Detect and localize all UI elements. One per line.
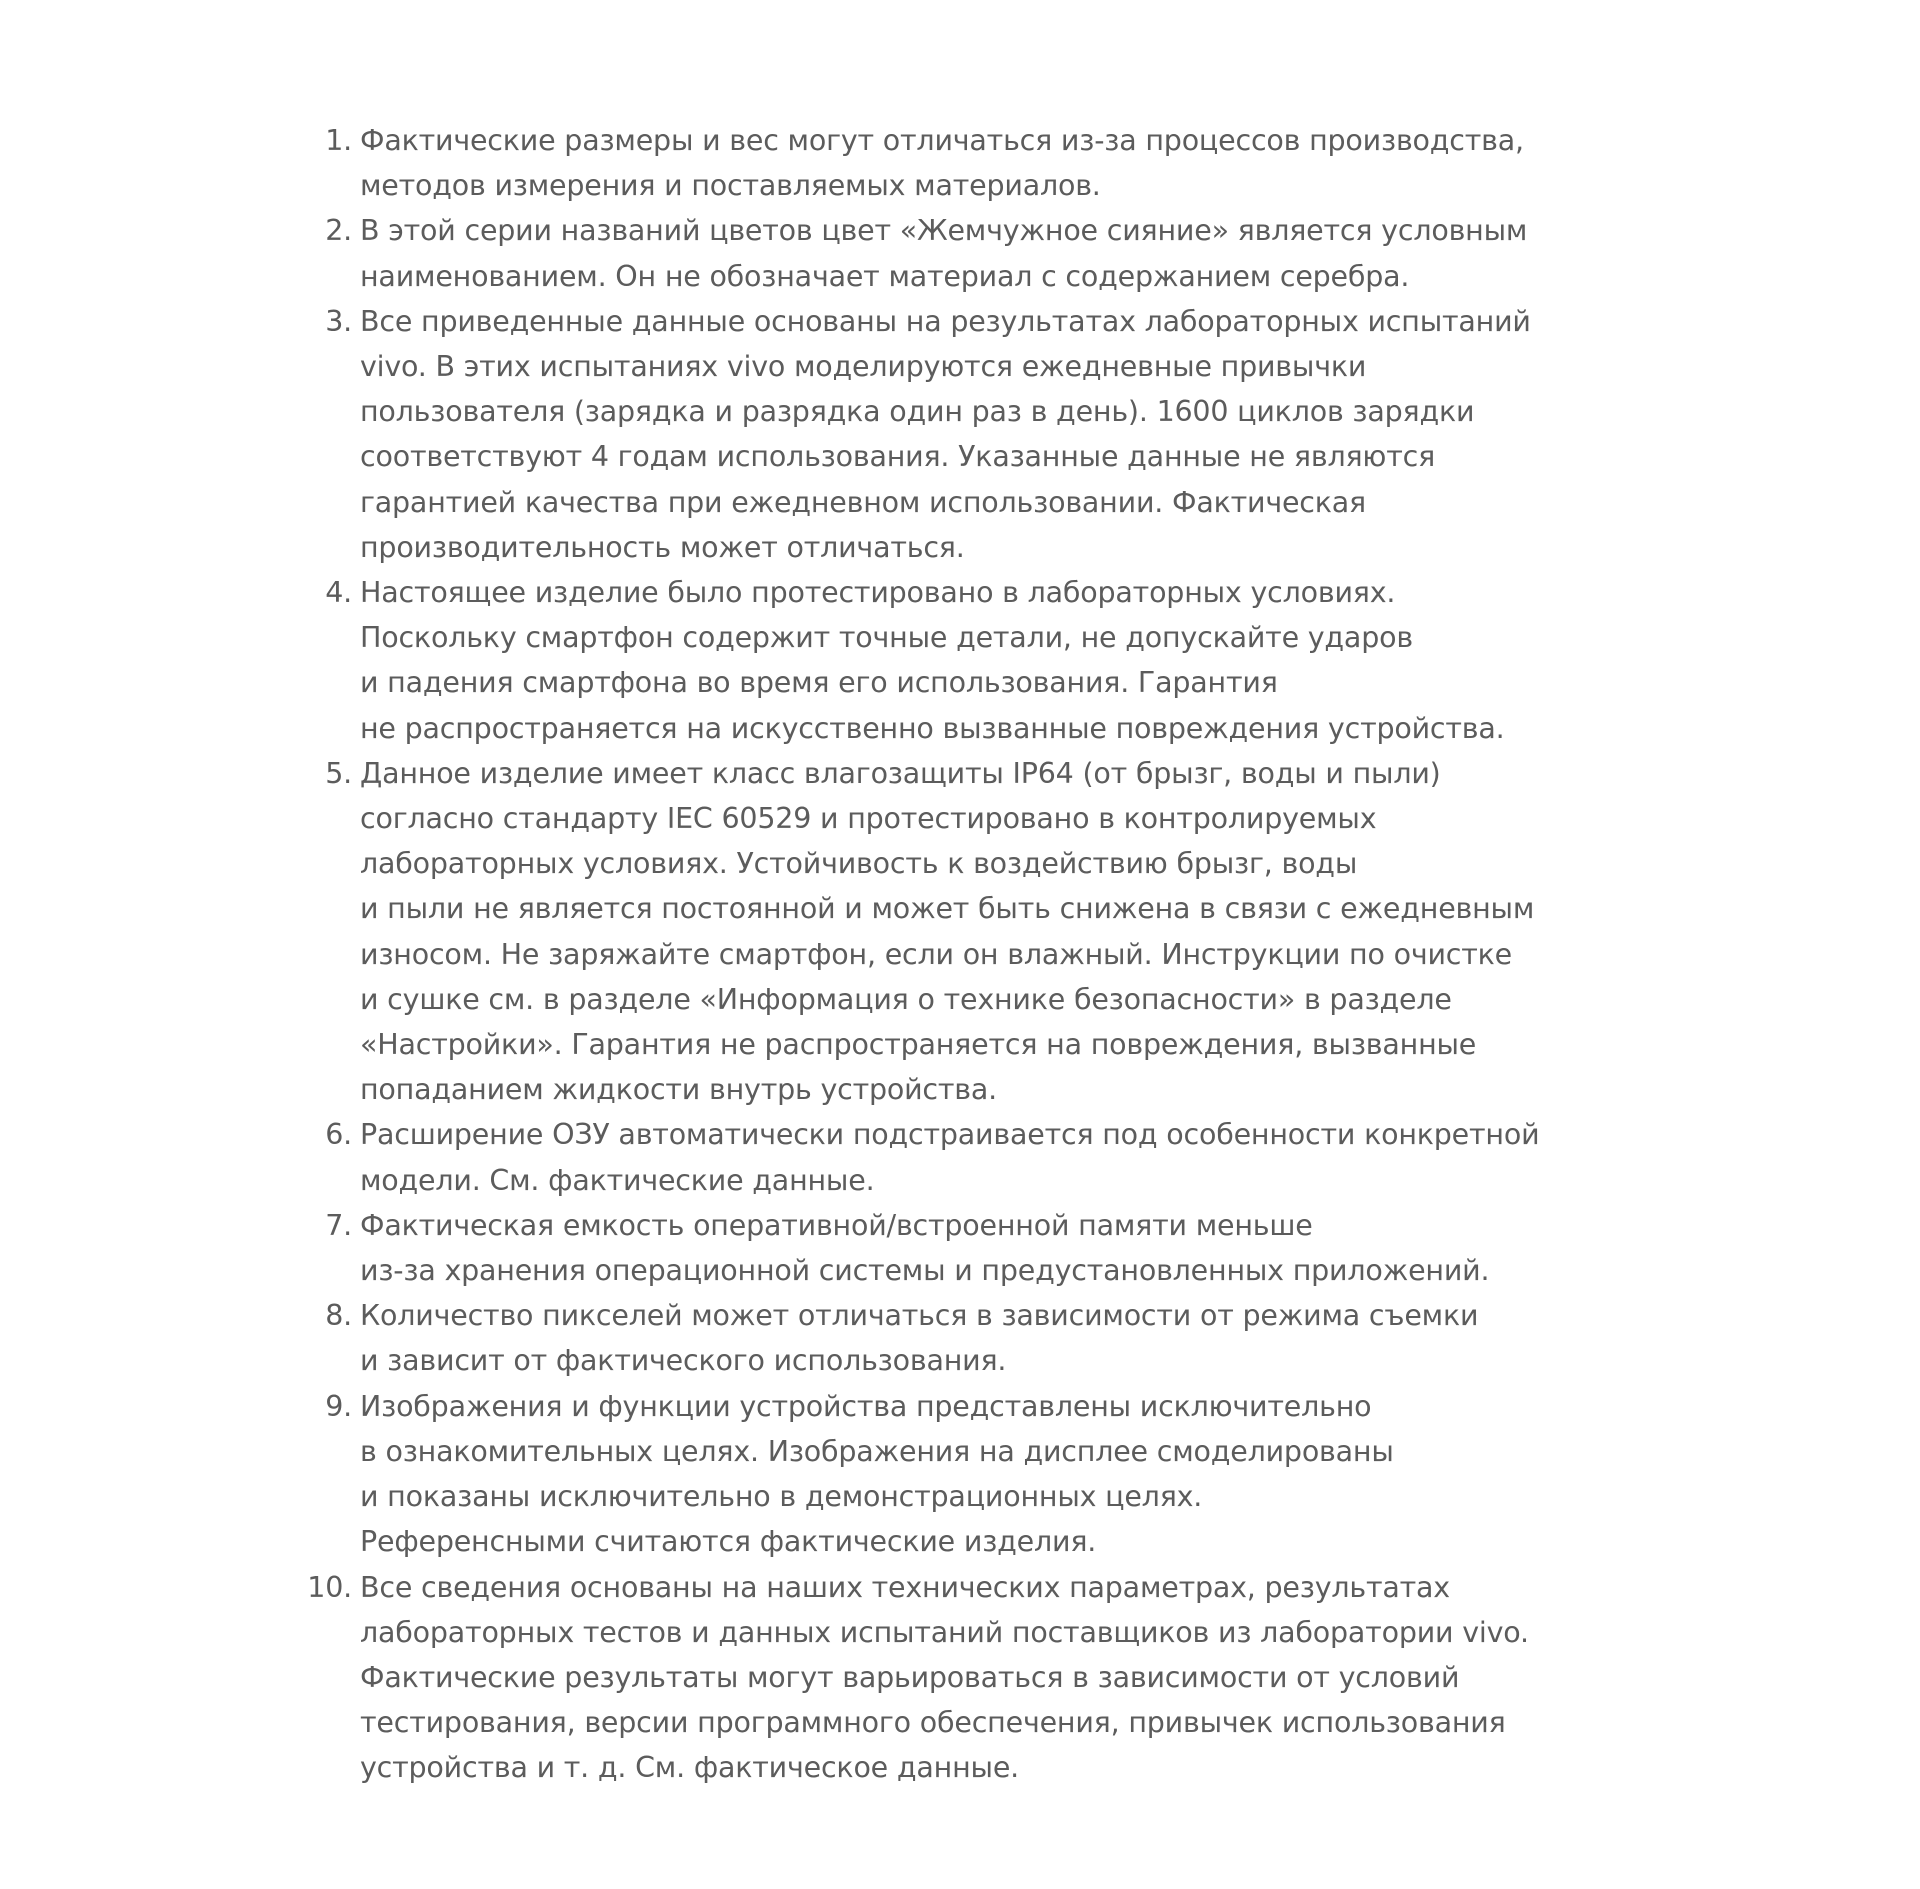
note-line: тестирования, версии программного обеспечения, привычек использования: [360, 1706, 1506, 1740]
note-line: не распространяется на искусственно вызванные повреждения устройства.: [360, 711, 1505, 745]
note-item-1: [302, 118, 1642, 208]
note-item-7: [302, 1203, 1642, 1293]
note-line: гарантией качества при ежедневном использовании. Фактическая: [360, 485, 1366, 519]
note-item-5: [302, 751, 1642, 1113]
note-line: Фактические размеры и вес могут отличаться из-за процессов производства,: [360, 124, 1524, 157]
note-line: соответствуют 4 годам использования. Указанные данные не являются: [360, 440, 1436, 474]
note-line: Данное изделие имеет класс влагозащиты IP64 (от брызг, воды и пыли): [360, 756, 1441, 790]
note-line: Фактическая емкость оперативной/встроенной памяти меньше: [360, 1208, 1313, 1242]
note-number: 10.: [307, 1570, 352, 1604]
note-line: и показаны исключительно в демонстрационных целях.: [360, 1480, 1203, 1514]
note-number: 5.: [325, 756, 352, 790]
note-line: и зависит от фактического использования.: [360, 1344, 1007, 1378]
note-line: методов измерения и поставляемых материалов.: [360, 169, 1101, 203]
note-number: 3.: [325, 304, 352, 338]
note-number: 9.: [325, 1389, 352, 1423]
note-line: Настоящее изделие было протестировано в лабораторных условиях.: [360, 576, 1396, 610]
note-line: Все приведенные данные основаны на результатах лабораторных испытаний: [360, 304, 1531, 338]
note-line: попаданием жидкости внутрь устройства.: [360, 1073, 998, 1107]
note-line: согласно стандарту IEC 60529 и протестировано в контролируемых: [360, 802, 1377, 836]
note-number: 4.: [325, 576, 352, 610]
note-number: 2.: [325, 214, 352, 248]
note-line: В этой серии названий цветов цвет «Жемчужное сияние» является условным: [360, 214, 1528, 248]
note-line: Все сведения основаны на наших технических параметрах, результатах: [360, 1570, 1450, 1604]
note-item-6: [302, 1112, 1642, 1202]
note-line: Количество пикселей может отличаться в зависимости от режима съемки: [360, 1299, 1479, 1333]
note-number: 6.: [325, 1118, 352, 1152]
note-line: в ознакомительных целях. Изображения на дисплее смоделированы: [360, 1434, 1394, 1468]
note-line: Референсными считаются фактические изделия.: [360, 1525, 1097, 1559]
note-number: 1.: [325, 124, 352, 157]
note-line: и падения смартфона во время его использования. Гарантия: [360, 666, 1278, 700]
note-item-10: [302, 1565, 1642, 1791]
note-line: и пыли не является постоянной и может быть снижена в связи с ежедневным: [360, 892, 1535, 926]
note-line: «Настройки». Гарантия не распространяется на повреждения, вызванные: [360, 1028, 1477, 1062]
note-line: Изображения и функции устройства представлены исключительно: [360, 1389, 1372, 1423]
note-line: лабораторных тестов и данных испытаний поставщиков из лаборатории vivo.: [360, 1615, 1529, 1649]
note-line: пользователя (зарядка и разрядка один раз в день). 1600 циклов зарядки: [360, 395, 1475, 429]
note-item-3: [302, 299, 1642, 570]
disclaimer-notes-list: [302, 118, 1642, 1791]
note-item-2: [302, 208, 1642, 298]
note-line: Поскольку смартфон содержит точные детали, не допускайте ударов: [360, 621, 1413, 655]
note-line: устройства и т. д. См. фактическое данные.: [360, 1751, 1020, 1785]
note-line: износом. Не заряжайте смартфон, если он влажный. Инструкции по очистке: [360, 937, 1512, 971]
note-line: производительность может отличаться.: [360, 530, 965, 564]
note-item-4: [302, 570, 1642, 751]
note-line: лабораторных условиях. Устойчивость к воздействию брызг, воды: [360, 847, 1358, 881]
note-item-9: [302, 1384, 1642, 1565]
note-line: vivo. В этих испытаниях vivo моделируются ежедневные привычки: [360, 350, 1367, 384]
note-line: Расширение ОЗУ автоматически подстраивается под особенности конкретной: [360, 1118, 1540, 1152]
note-line: модели. См. фактические данные.: [360, 1163, 875, 1197]
note-line: наименованием. Он не обозначает материал с содержанием серебра.: [360, 259, 1410, 293]
note-item-8: [302, 1293, 1642, 1383]
note-line: и сушке см. в разделе «Информация о технике безопасности» в разделе: [360, 982, 1452, 1016]
note-line: из-за хранения операционной системы и предустановленных приложений.: [360, 1254, 1490, 1288]
note-number: 8.: [325, 1299, 352, 1333]
note-number: 7.: [325, 1208, 352, 1242]
note-line: Фактические результаты могут варьироваться в зависимости от условий: [360, 1660, 1460, 1694]
